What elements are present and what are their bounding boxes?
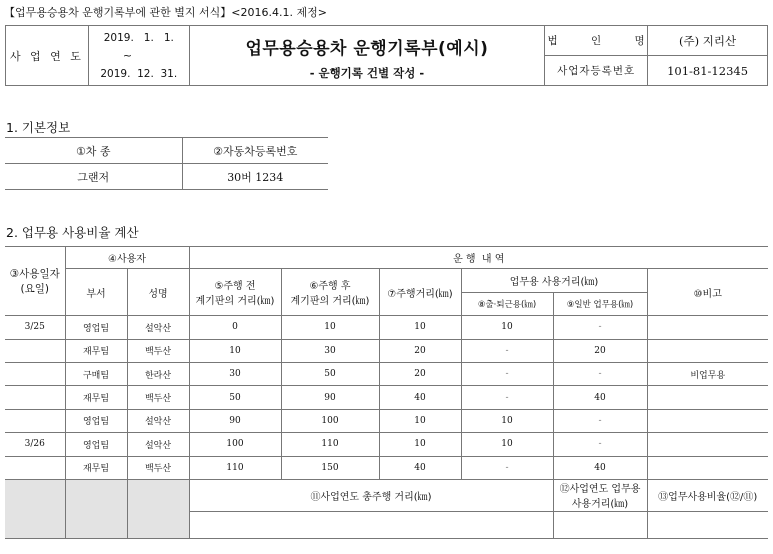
table-row xyxy=(5,409,768,432)
business-distance-value xyxy=(553,511,647,538)
name-header: 성명 xyxy=(127,269,189,316)
row-commute: 10 xyxy=(461,316,553,339)
row-name: 백두산 xyxy=(127,386,189,409)
row-name: 백두산 xyxy=(127,456,189,479)
row-odometer-before: 90 xyxy=(189,409,281,432)
table-row xyxy=(5,433,768,456)
row-name: 설악산 xyxy=(127,433,189,456)
form-title: 업무용승용차 운행기록부(예시) xyxy=(245,39,489,59)
row-dept: 영업팀 xyxy=(65,316,127,339)
table-row xyxy=(5,386,768,409)
odometer-before-header: ⑤주행 전 계기판의 거리(㎞) xyxy=(189,269,281,316)
row-odometer-after: 110 xyxy=(281,433,379,456)
row-commute: 10 xyxy=(461,433,553,456)
row-general-business: 40 xyxy=(553,386,647,409)
table-row xyxy=(5,362,768,385)
row-odometer-after: 150 xyxy=(281,456,379,479)
row-commute: - xyxy=(461,386,553,409)
row-distance: 10 xyxy=(379,409,461,432)
row-distance: 20 xyxy=(379,362,461,385)
row-note xyxy=(647,339,768,362)
business-distance-header: 업무용 사용거리(㎞) xyxy=(461,269,647,292)
form-caption: 【업무용승용차 운행기록부에 관한 별지 서식】<2016.4.1. 제정> xyxy=(4,6,327,19)
business-ratio-label: ⑬업무사용비율(⑫/⑪) xyxy=(647,479,768,511)
row-odometer-before: 50 xyxy=(189,386,281,409)
row-odometer-after: 10 xyxy=(281,316,379,339)
row-distance: 40 xyxy=(379,456,461,479)
dept-header: 부서 xyxy=(65,269,127,316)
row-commute: - xyxy=(461,456,553,479)
row-odometer-after: 100 xyxy=(281,409,379,432)
row-odometer-after: 50 xyxy=(281,362,379,385)
section1-title: 1. 기본정보 xyxy=(6,120,71,135)
corp-name-value: (주) 지리산 xyxy=(648,26,768,56)
table-row xyxy=(5,456,768,479)
row-odometer-before: 100 xyxy=(189,433,281,456)
row-odometer-before: 110 xyxy=(189,456,281,479)
section2-title: 2. 업무용 사용비율 계산 xyxy=(6,225,139,240)
row-general-business: - xyxy=(553,316,647,339)
reg-no-value: 30버 1234 xyxy=(182,164,328,190)
row-note xyxy=(647,316,768,339)
row-note xyxy=(647,433,768,456)
row-commute: - xyxy=(461,339,553,362)
total-distance-value xyxy=(189,511,553,538)
row-note xyxy=(647,456,768,479)
summary-blank-3 xyxy=(127,479,189,538)
row-odometer-before: 10 xyxy=(189,339,281,362)
reg-no-header: ②자동차등록번호 xyxy=(182,138,328,164)
total-distance-label: ⑪사업연도 총주행 거리(㎞) xyxy=(189,479,553,511)
row-odometer-after: 30 xyxy=(281,339,379,362)
row-commute: 10 xyxy=(461,409,553,432)
row-distance: 20 xyxy=(379,339,461,362)
fiscal-year-range xyxy=(88,26,189,86)
row-date xyxy=(5,362,65,385)
row-general-business: - xyxy=(553,433,647,456)
row-distance: 40 xyxy=(379,386,461,409)
basic-info-table xyxy=(5,137,328,190)
table-row xyxy=(5,339,768,362)
business-distance-label: ⑫사업연도 업무용 사용거리(㎞) xyxy=(553,479,647,511)
row-dept: 재무팀 xyxy=(65,386,127,409)
biz-reg-no-value: 101-81-12345 xyxy=(648,56,768,86)
row-general-business: - xyxy=(553,362,647,385)
summary-blank-2 xyxy=(65,479,127,538)
form-subtitle: - 운행기록 건별 작성 - xyxy=(309,66,425,80)
row-dept: 영업팀 xyxy=(65,433,127,456)
row-general-business: 40 xyxy=(553,456,647,479)
row-commute: - xyxy=(461,362,553,385)
row-date: 3/25 xyxy=(5,316,65,339)
row-name: 백두산 xyxy=(127,339,189,362)
row-dept: 재무팀 xyxy=(65,456,127,479)
row-general-business: 20 xyxy=(553,339,647,362)
row-general-business: - xyxy=(553,409,647,432)
row-date: 3/26 xyxy=(5,433,65,456)
row-odometer-before: 0 xyxy=(189,316,281,339)
business-ratio-value xyxy=(647,511,768,538)
usage-rows xyxy=(5,316,768,480)
fiscal-year-tilde: ~ xyxy=(122,49,133,62)
row-odometer-before: 30 xyxy=(189,362,281,385)
row-note xyxy=(647,409,768,432)
row-name: 설악산 xyxy=(127,316,189,339)
row-dept: 재무팀 xyxy=(65,339,127,362)
summary-blank-1 xyxy=(5,479,65,538)
fiscal-year-label: 사 업 연 도 xyxy=(6,26,89,86)
corp-name-label: 법 인 명 xyxy=(545,26,648,56)
biz-reg-no-label: 사업자등록번호 xyxy=(545,56,648,86)
fiscal-year-start: 2019. 1. 1. xyxy=(103,32,174,44)
user-header: ④사용자 xyxy=(65,247,189,269)
row-name: 한라산 xyxy=(127,362,189,385)
row-note: 비업무용 xyxy=(647,362,768,385)
odometer-after-header: ⑥주행 후 계기판의 거리(㎞) xyxy=(281,269,379,316)
commute-header: ⑧출·퇴근용(㎞) xyxy=(461,292,553,315)
row-date xyxy=(5,409,65,432)
ops-header: 운 행 내 역 xyxy=(189,247,768,269)
car-type-header: ①차 종 xyxy=(5,138,182,164)
row-odometer-after: 90 xyxy=(281,386,379,409)
row-dept: 구매팀 xyxy=(65,362,127,385)
distance-header: ⑦주행거리(㎞) xyxy=(379,269,461,316)
usage-table xyxy=(5,246,768,539)
row-distance: 10 xyxy=(379,316,461,339)
row-name: 설악산 xyxy=(127,409,189,432)
table-row xyxy=(5,316,768,339)
header-table xyxy=(5,25,768,86)
fiscal-year-end: 2019. 12. 31. xyxy=(100,68,178,80)
row-distance: 10 xyxy=(379,433,461,456)
row-dept: 영업팀 xyxy=(65,409,127,432)
car-type-value: 그랜저 xyxy=(5,164,182,190)
row-date xyxy=(5,339,65,362)
date-header: ③사용일자 (요일) xyxy=(5,247,65,316)
general-business-header: ⑨일반 업무용(㎞) xyxy=(553,292,647,315)
row-note xyxy=(647,386,768,409)
title-cell xyxy=(189,26,544,86)
row-date xyxy=(5,456,65,479)
row-date xyxy=(5,386,65,409)
note-header: ⑩비고 xyxy=(647,269,768,316)
